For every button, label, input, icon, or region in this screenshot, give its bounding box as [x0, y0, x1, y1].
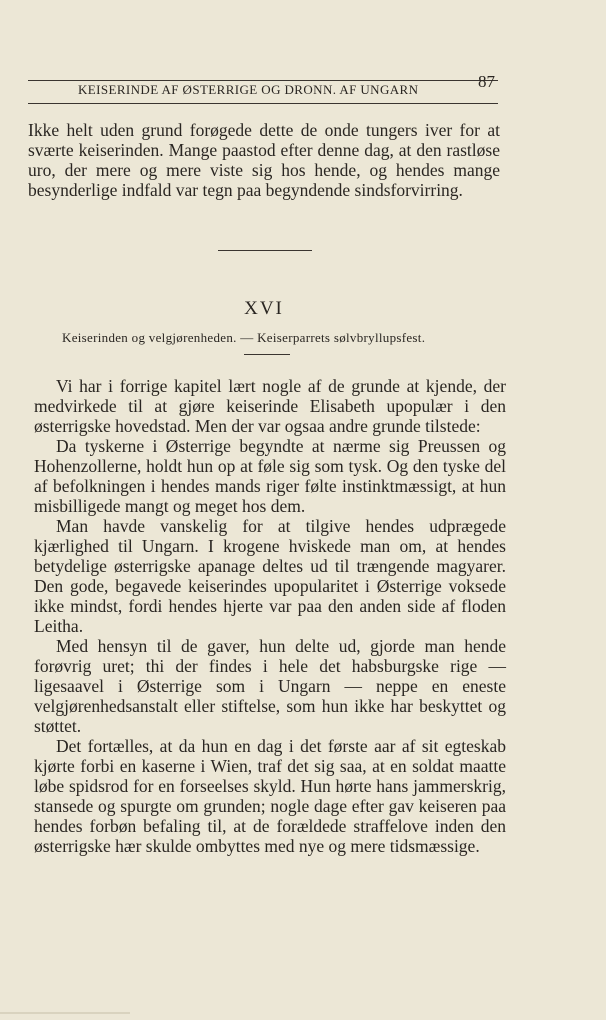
paragraph: Vi har i forrige kapitel lært nogle af de grunde at kjende, der medvirkede til at gjøre keiserinde Elisabeth upopulær i den østerrigske hovedstad. Men der var ogsaa andre grunde tilstede: — [34, 376, 506, 436]
paragraph: Man havde vanskelig for at tilgive hendes udprægede kjærlighed til Ungarn. I krogene hviskede man om, at hendes betydelige østerrigske apanage deltes ud til trængende magyarer. Den gode, begavede keiserindes upopularitet i Østerrige voksede ikke mindst, fordi hendes hjerte var paa den anden side af floden Leitha. — [34, 516, 506, 636]
running-title: KEISERINDE AF ØSTERRIGE OG DRONN. AF UNGARN — [78, 82, 419, 97]
page-number: 87 — [478, 72, 495, 91]
header-top-rule — [28, 80, 498, 81]
paragraph: Da tyskerne i Østerrige begyndte at nærme sig Preussen og Hohenzollerne, holdt hun op at føle sig som tysk. Og den tyske del af befolkningen i hendes mands riger følte instinktmæssigt, at hun misbilligede mangt og meget hos dem. — [34, 436, 506, 516]
page-edge-mark — [0, 1012, 130, 1014]
intro-paragraph: Ikke helt uden grund forøgede dette de onde tungers iver for at sværte keiserinden. Mange paastod efter denne dag, at den rastløse uro, der mere og mere viste sig hos hende, og hendes mange besynderlige indfald var tegn paa begyndende sindsforvirring. — [28, 120, 500, 200]
summary-divider — [244, 354, 290, 355]
chapter-body — [34, 376, 506, 856]
chapter-summary: Keiserinden og velgjørenheden. — Keiserparrets sølvbryllupsfest. — [62, 330, 426, 345]
section-divider — [218, 250, 312, 251]
paragraph: Med hensyn til de gaver, hun delte ud, gjorde man hende forøvrig uret; thi der findes i hele det habsburgske rige — ligesaavel i Østerrige som i Ungarn — neppe en eneste velgjørenhedsanstalt eller stiftelse, som hun ikke har beskyttet og støttet. — [34, 636, 506, 736]
header-bottom-rule — [28, 103, 498, 104]
chapter-number: XVI — [244, 298, 284, 319]
paragraph: Det fortælles, at da hun en dag i det første aar af sit egteskab kjørte forbi en kaserne i Wien, traf det sig saa, at en soldat maatte løbe spidsrod for en forseelses skyld. Hun hørte hans jammerskrig, stansede og spurgte om grunden; nogle dage efter gav keiseren paa hendes forbøn befaling til, at de forældede straffelove inden den østerrigske hær skulde ombyttes med nye og mere tidsmæssige. — [34, 736, 506, 856]
